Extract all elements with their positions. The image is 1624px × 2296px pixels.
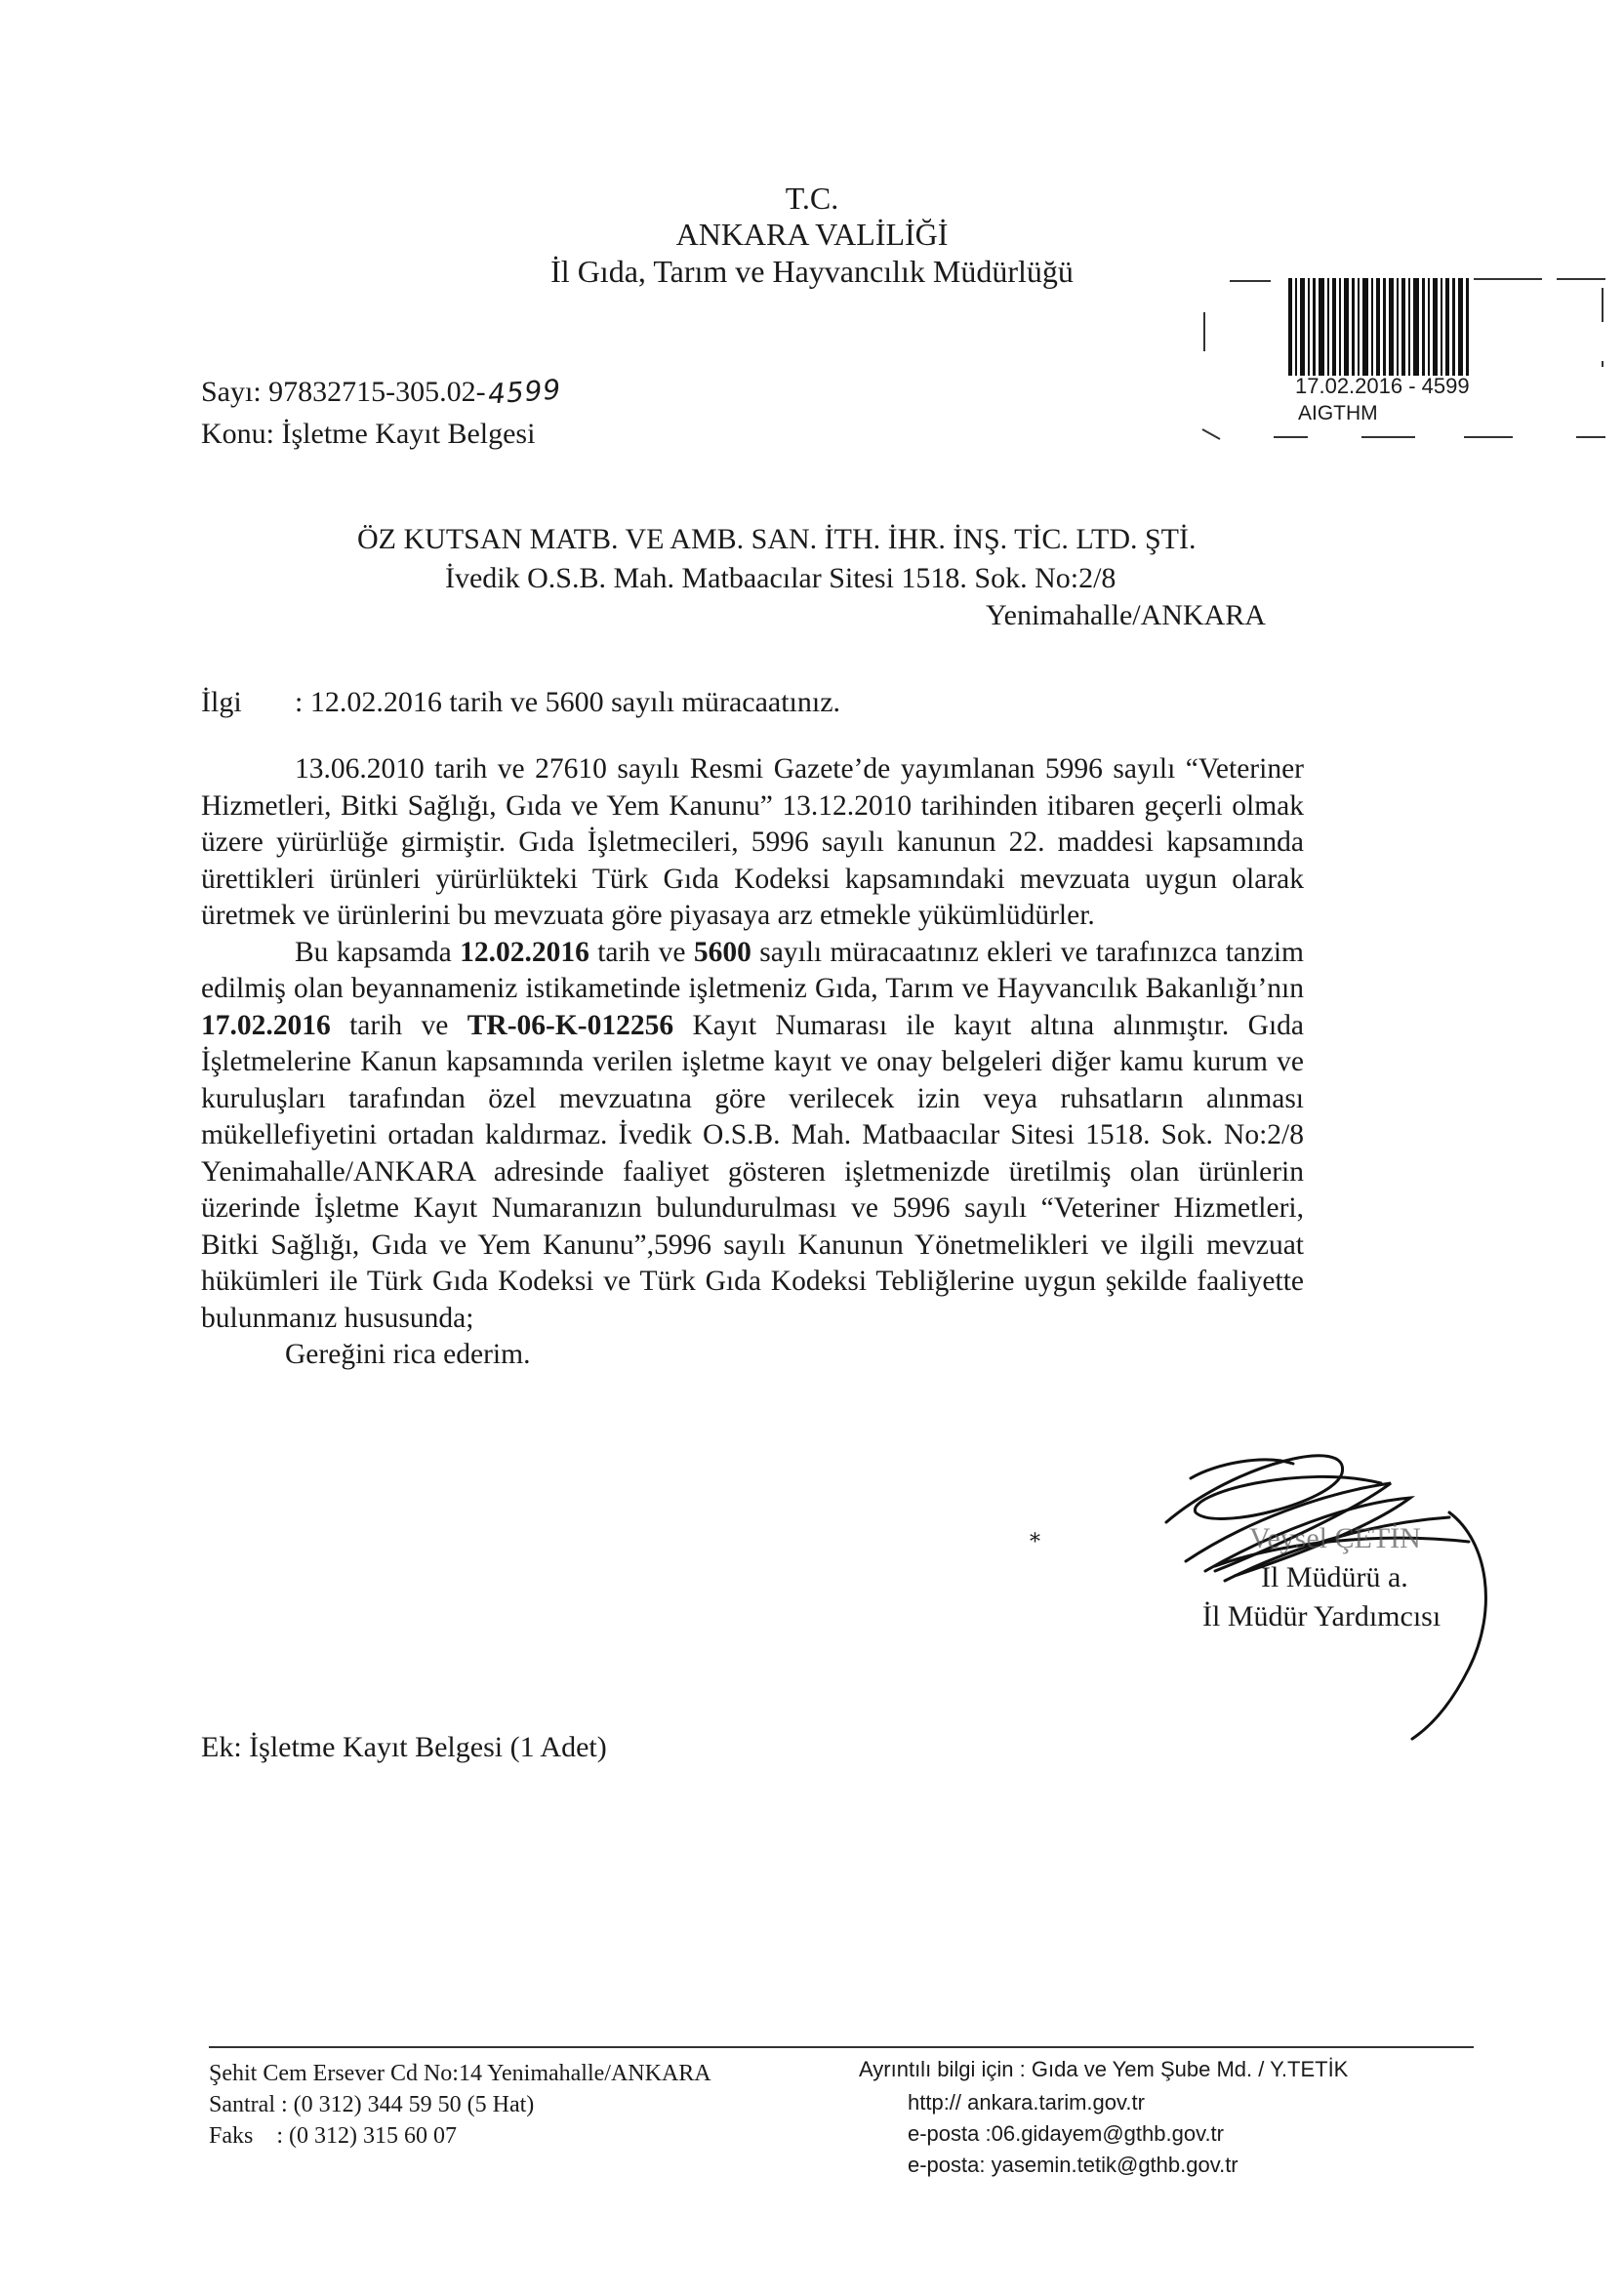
stamp-unit: AIGTHM (1298, 402, 1378, 424)
reference-number-handwritten: 4599 (486, 373, 562, 411)
footer-info-contact: Ayrıntılı bilgi için : Gıda ve Yem Şube Md. / Y.TETİK (859, 2057, 1349, 2081)
stamp-date-number: 17.02.2016 - 4599 (1295, 374, 1470, 398)
stray-mark: ⁎ (1030, 1522, 1040, 1547)
body-paragraph-2 (201, 935, 1304, 1338)
attachment-line: Ek: İşletme Kayıt Belgesi (1 Adet) (201, 1731, 607, 1763)
signer-title-2: İl Müdür Yardımcısı (1202, 1600, 1441, 1632)
p2-text: tarih ve (589, 936, 694, 968)
reference-number-printed: Sayı: 97832715-305.02- (201, 376, 486, 408)
footer-address: Şehit Cem Ersever Cd No:14 Yenimahalle/ANKARA (209, 2061, 711, 2086)
footer-fax: Faks : (0 312) 315 60 07 (209, 2123, 457, 2149)
signer-title-1: İl Müdürü a. (1261, 1561, 1408, 1593)
header-tc: T.C. (785, 181, 839, 216)
body-paragraph-3: Gereğini rica ederim. (285, 1339, 531, 1370)
reference-number (201, 373, 562, 411)
p2-text: tarih ve (330, 1009, 467, 1041)
body-paragraph-1: 13.06.2010 tarih ve 27610 sayılı Resmi Gazete’de yayımlanan 5996 sayılı “Veteriner Hizmetleri, Bitki Sağlığı, Gıda ve Yem Kanunu” 13.12.2010 tarihinden itibaren geçerli olmak üzere yürürlüğe girmiştir. Gıda İşletmecileri, 5996 sayılı kanunun 22. maddesi kapsamında ürettikleri ürünleri yürürlükteki Türk Gıda Kodeksi kapsamındaki mevzuata uygun olarak üretmek ve ürünlerini bu mevzuata göre piyasaya arz etmekle yükümlüdürler. (201, 753, 1304, 931)
header-governorship: ANKARA VALİLİĞİ (675, 217, 949, 252)
footer-divider (209, 2046, 1474, 2048)
footer-email-1[interactable]: e-posta :06.gidayem@gthb.gov.tr (908, 2121, 1224, 2146)
header-directorate: İl Gıda, Tarım ve Hayvancılık Müdürlüğü (550, 254, 1074, 289)
registration-number: TR-06-K-012256 (467, 1009, 674, 1041)
p2-text: Bu kapsamda (295, 936, 461, 968)
p2-text: Kayıt Numarası ile kayıt altına alınmıştır. Gıda İşletmelerine Kanun kapsamında verilen işletme kayıt ve onay belgeleri diğer kamu kurum ve kuruluşları tarafından özel mevzuatına göre verilecek izin veya ruhsatların alınması mükellefiyetini ortadan kaldırmaz. İvedik O.S.B. Mah. Matbaacılar Sitesi 1518. Sok. No:2/8 Yenimahalle/ANKARA adresinde faaliyet gösteren işletmenizde üretilmiş olan ürünlerin üzerinde İşletme Kayıt Numaranızın bulundurulması ve 5996 sayılı “Veteriner Hizmetleri, Bitki Sağlığı, Gıda ve Yem Kanunu”,5996 sayılı Kanunun Yönetmelikleri ve ilgili mevzuat hükümleri ile Türk Gıda Kodeksi ve Türk Gıda Kodeksi Tebliğlerine uygun şekilde faaliyette bulunmanız hususunda; (201, 1009, 1304, 1334)
addressee-address-line1: İvedik O.S.B. Mah. Matbaacılar Sitesi 1518. Sok. No:2/8 (445, 562, 1116, 594)
application-number: 5600 (693, 936, 751, 968)
reference-label: İlgi (201, 686, 242, 718)
addressee-address-line2: Yenimahalle/ANKARA (986, 599, 1266, 631)
footer-website[interactable]: http:// ankara.tarim.gov.tr (908, 2090, 1145, 2115)
letter-body (201, 751, 1304, 1374)
barcode (1286, 278, 1472, 376)
reference-line (201, 686, 840, 719)
application-date: 12.02.2016 (460, 936, 589, 968)
footer-phone: Santral : (0 312) 344 59 50 (5 Hat) (209, 2092, 535, 2117)
subject-line: Konu: İşletme Kayıt Belgesi (201, 418, 536, 450)
p2-text: sayılı müracaatınız ekleri ve tarafınızca tanzim edilmiş olan beyannameniz istikametinde işletmeniz Gıda, Tarım ve Hayvancılık Bakanlığı’nın (201, 936, 1304, 1004)
reference-text: : 12.02.2016 tarih ve 5600 sayılı müracaatınız. (295, 686, 841, 718)
signer-name: Veysel ÇETİN (1249, 1522, 1421, 1554)
footer-email-2[interactable]: e-posta: yasemin.tetik@gthb.gov.tr (908, 2153, 1238, 2177)
registration-date: 17.02.2016 (201, 1009, 331, 1041)
addressee-company: ÖZ KUTSAN MATB. VE AMB. SAN. İTH. İHR. İNŞ. TİC. LTD. ŞTİ. (357, 523, 1197, 555)
